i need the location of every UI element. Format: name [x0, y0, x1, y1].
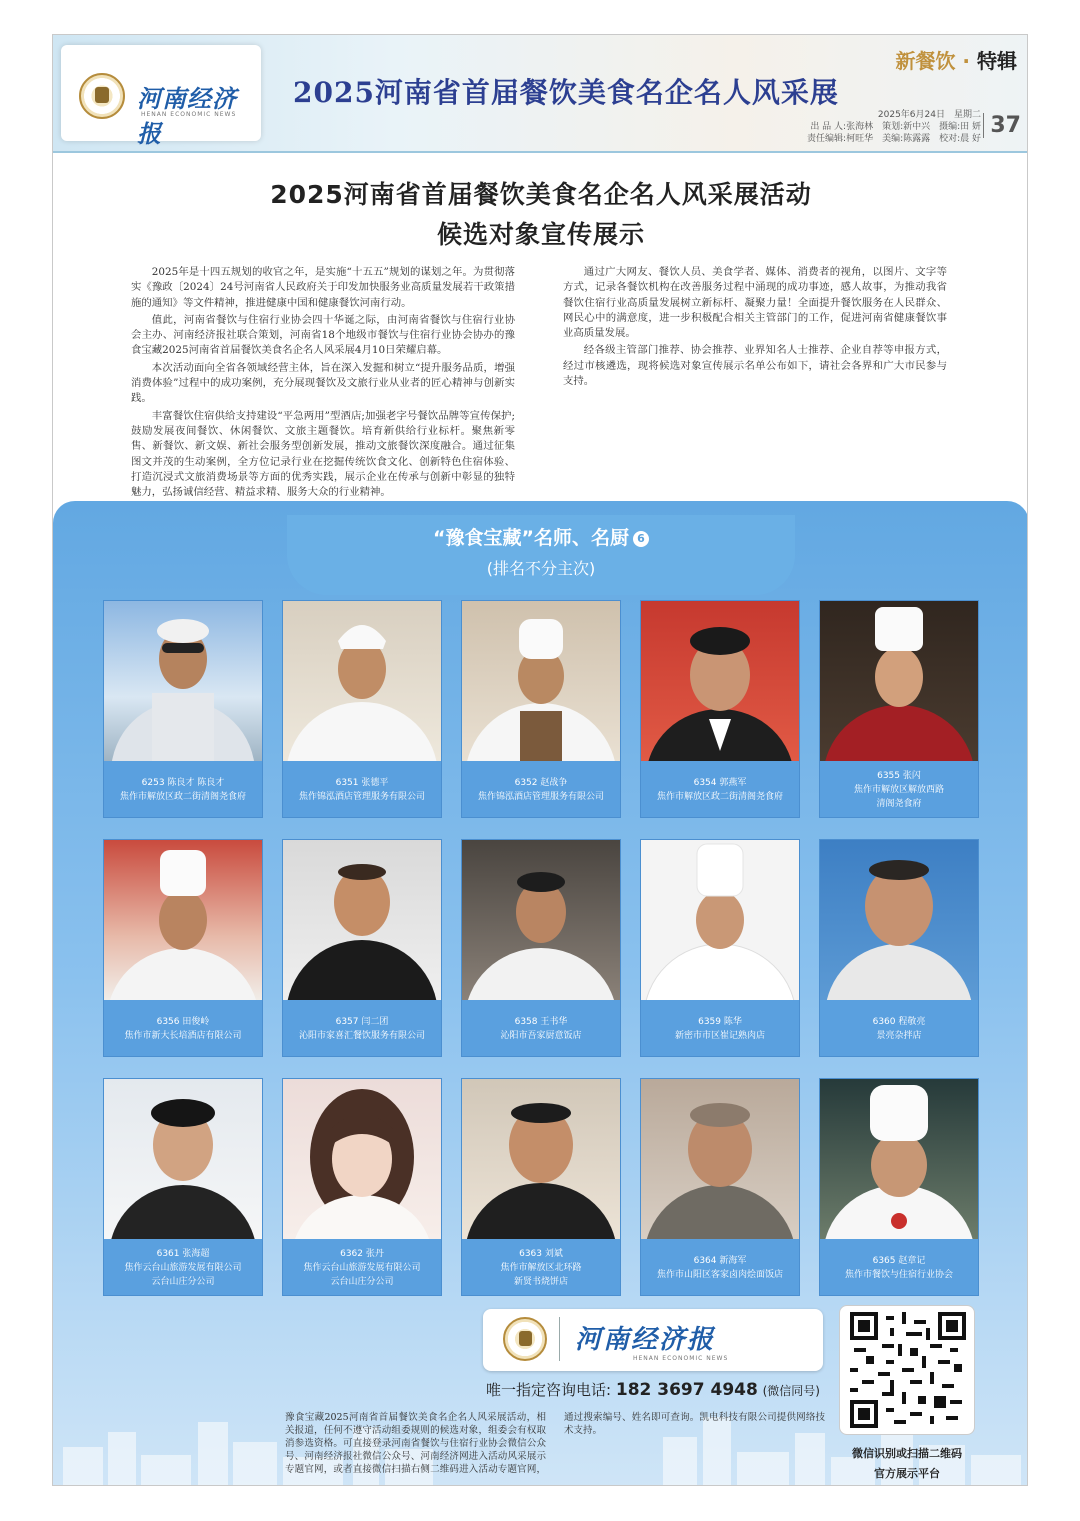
- candidate-photo: [283, 601, 441, 761]
- candidate-photo: [641, 1079, 799, 1239]
- panel-title-number: 6: [633, 531, 649, 547]
- candidate-org: 焦作市解放区解放西路: [853, 785, 944, 795]
- candidate-org-2: 云台山庄分公司: [330, 1277, 394, 1287]
- article-paragraph: 本次活动面向全省各领域经营主体，旨在深入发掘和树立“提升服务品质，增强消费体验”过程中的成功案例，充分展现餐饮及文旅行业从业者的匠心精神与创新实践。: [131, 361, 515, 405]
- candidate-name: 6354 郭燕军: [693, 778, 747, 788]
- footer-note: 豫食宝藏2025河南省首届餐饮美食名企名人风采展活动，相关报道，任何不遵守活动组委规则的候选对象，组委会有权取消参选资格。可直接登录河南省餐饮与住宿行业协会微信公众号、河南经济报社微信公众号、河南经济网进入活动风采展示专题官网，或者直接微信扫描右侧二维码进入活动专题官网，通过搜索编号、姓名即可查询。凯电科技有限公司提供网络技术支持。: [285, 1412, 825, 1475]
- candidate-grid: [103, 600, 979, 1296]
- candidate-card: [819, 600, 979, 818]
- hotline: [453, 1379, 853, 1400]
- candidate-name: 6355 张闪: [877, 771, 921, 781]
- article-body: [131, 265, 947, 505]
- candidate-photo: [462, 840, 620, 1000]
- candidate-card: [640, 839, 800, 1057]
- newspaper-logo: [61, 45, 261, 148]
- candidate-photo: [104, 1079, 262, 1239]
- candidate-photo: [641, 601, 799, 761]
- page-number: 37: [983, 113, 1021, 138]
- candidate-org: 焦作市解放区政二街清阁尧食府: [119, 792, 246, 802]
- candidate-card: [282, 839, 442, 1057]
- candidate-org: 焦作市解放区北环路: [500, 1263, 582, 1273]
- candidate-photo: [104, 601, 262, 761]
- seal-icon: [79, 73, 125, 119]
- candidate-name: 6362 张丹: [340, 1249, 384, 1259]
- candidate-org: 新密市市区崔记熟肉店: [674, 1031, 765, 1041]
- candidate-name: 6365 赵章记: [872, 1256, 926, 1266]
- candidate-org: 焦作云台山旅游发展有限公司: [124, 1263, 242, 1273]
- panel-title-tab: [287, 515, 795, 595]
- candidate-photo: [462, 1079, 620, 1239]
- candidate-name: 6363 刘斌: [519, 1249, 563, 1259]
- candidate-caption: [820, 1241, 978, 1295]
- panel-subtitle: (排名不分主次): [486, 559, 596, 578]
- candidate-caption: [104, 763, 262, 817]
- section-name: [895, 45, 1017, 74]
- candidate-caption: [283, 763, 441, 817]
- footer-logo: [483, 1309, 823, 1371]
- candidate-photo: [283, 840, 441, 1000]
- article-paragraph: 丰富餐饮住宿供给支持建设“平急两用”型酒店;加强老字号餐饮品牌等宣传保护;鼓励发展夜间餐饮、休闲餐饮、文旅主题餐饮。培育新供给行业标杆。聚焦新零售、新餐饮、新文娱、新社会服务型创新发展，推动文旅餐饮深度融合。通过征集图文并茂的生动案例，全方位记录行业在挖掘传统饮食文化、创新特色住宿体验、打造沉浸式文旅消费场景等方面的优秀实践，展示企业在传承与创新中彰显的独特魅力，弘扬诚信经营、精益求精、服务大众的行业精神。: [131, 409, 515, 499]
- candidate-name: 6358 王书华: [514, 1017, 568, 1027]
- candidate-caption: [462, 763, 620, 817]
- seal-icon: [503, 1317, 547, 1361]
- candidate-card: [282, 1078, 442, 1296]
- qr-code-icon: [850, 1312, 966, 1428]
- article-paragraph: 通过广大网友、餐饮人员、美食学者、媒体、消费者的视角，以图片、文字等方式，记录各餐饮机构在改善服务过程中涌现的成功事迹，感人故事，为推动我省餐饮住宿行业高质量发展树立新标杆、凝聚力量！全面提升餐饮服务在人民群众、网民心中的满意度，进一步积极配合相关主管部门的工作，促进河南省健康餐饮事业高质量发展。: [563, 266, 947, 340]
- candidate-org-2: 新贤书烧饼店: [513, 1277, 568, 1287]
- candidate-photo: [462, 601, 620, 761]
- candidate-card: [103, 839, 263, 1057]
- candidate-name: 6253 陈良才 陈良才: [141, 778, 225, 788]
- candidate-card: [461, 1078, 621, 1296]
- candidate-card: [282, 600, 442, 818]
- header-title: 2025河南省首届餐饮美食名企名人风采展: [293, 76, 839, 109]
- candidate-org: 焦作市餐饮与住宿行业协会: [844, 1270, 953, 1280]
- issue-info: [807, 109, 981, 145]
- candidate-card: [640, 600, 800, 818]
- candidate-card: [461, 600, 621, 818]
- candidate-card: [461, 839, 621, 1057]
- candidate-caption: [283, 1002, 441, 1056]
- panel-title: [287, 523, 795, 550]
- candidate-org: 景亮杂拌店: [876, 1031, 922, 1041]
- candidate-photo: [104, 840, 262, 1000]
- candidate-name: 6352 赵战争: [514, 778, 568, 788]
- issue-credits-1: 出 品 人:张海林 策划:新中兴 摄编:田 妍: [810, 122, 981, 132]
- candidate-card: [819, 1078, 979, 1296]
- candidate-caption: [104, 1241, 262, 1295]
- logo-subtitle: HENAN ECONOMIC NEWS: [141, 111, 237, 118]
- headline-line-2: 候选对象宣传展示: [436, 220, 645, 249]
- candidate-org: 沁阳市家喜汇餐饮服务有限公司: [298, 1031, 425, 1041]
- footer-logo-text: 河南经济报: [575, 1325, 716, 1355]
- candidate-caption: [641, 763, 799, 817]
- candidate-card: [103, 600, 263, 818]
- candidate-name: 6361 张海超: [156, 1249, 210, 1259]
- candidate-card: [819, 839, 979, 1057]
- candidate-card: [640, 1078, 800, 1296]
- logo-text: 河南经济报: [137, 84, 237, 148]
- candidate-org: 焦作市山阳区客家卤肉烩面饭店: [656, 1270, 783, 1280]
- candidate-org-2: 清阁尧食府: [876, 799, 922, 809]
- hotline-label: 唯一指定咨询电话:: [486, 1381, 612, 1399]
- footer-logo-subtitle: HENAN ECONOMIC NEWS: [633, 1355, 729, 1362]
- candidate-caption: [641, 1241, 799, 1295]
- candidate-photo: [641, 840, 799, 1000]
- qr-caption-1: 微信识别或扫描二维码: [852, 1447, 962, 1460]
- candidate-photo: [283, 1079, 441, 1239]
- candidate-org: 焦作云台山旅游发展有限公司: [303, 1263, 421, 1273]
- section-name-b: 特辑: [977, 49, 1017, 73]
- hotline-number: 182 3697 4948: [615, 1380, 758, 1400]
- section-dot: ·: [962, 49, 971, 73]
- candidate-card: [103, 1078, 263, 1296]
- hotline-note: (微信同号): [762, 1384, 820, 1398]
- section-name-a: 新餐饮: [895, 49, 956, 73]
- candidate-org: 沁阳市吾家厨意饭店: [500, 1031, 582, 1041]
- candidate-caption: [104, 1002, 262, 1056]
- divider: [559, 1317, 560, 1361]
- candidate-name: 6357 闫二团: [335, 1017, 389, 1027]
- candidate-caption: [820, 763, 978, 817]
- candidate-name: 6364 新海军: [693, 1256, 747, 1266]
- candidate-org: 焦作锦泓酒店管理服务有限公司: [298, 792, 425, 802]
- candidate-name: 6360 程敬亮: [872, 1017, 926, 1027]
- qr-code: [839, 1305, 975, 1435]
- candidate-name: 6351 张德平: [335, 778, 389, 788]
- candidate-name: 6356 田俊岭: [156, 1017, 210, 1027]
- candidate-org: 焦作市解放区政二街清阁尧食府: [656, 792, 783, 802]
- candidate-caption: [283, 1241, 441, 1295]
- article-paragraph: 2025年是十四五规划的收官之年，是实施“十五五”规划的谋划之年。为贯彻落实《豫政〔2024〕24号河南省人民政府关于印发加快服务业高质量发展若干政策措施的通知》等文件精神，推进健康中国和健康餐饮河南行动。: [131, 266, 515, 309]
- issue-credits-2: 责任编辑:柯旺华 美编:陈露露 校对:晨 好: [807, 134, 981, 144]
- article-paragraph: 经各级主管部门推荐、协会推荐、业界知名人士推荐、企业自荐等申报方式，经过市核遴选，现将候选对象宣传展示名单公布如下，请社会各界和广大市民参与支持。: [563, 344, 947, 388]
- candidate-photo: [820, 840, 978, 1000]
- headline-line-1: 2025河南省首届餐饮美食名企名人风采展活动: [270, 180, 812, 209]
- candidate-org-2: 云台山庄分公司: [151, 1277, 215, 1287]
- candidate-caption: [462, 1002, 620, 1056]
- candidate-name: 6359 陈华: [698, 1017, 742, 1027]
- candidate-caption: [820, 1002, 978, 1056]
- candidate-caption: [462, 1241, 620, 1295]
- candidate-photo: [820, 1079, 978, 1239]
- page-header: [53, 35, 1028, 153]
- article-paragraph: 值此，河南省餐饮与住宿行业协会四十华诞之际，由河南省餐饮与住宿行业协会主办、河南经济报社联合策划，河南省18个地级市餐饮与住宿行业协会协办的豫食宝藏2025河南省首届餐饮美食名企名人风采展4月10日荣耀启幕。: [131, 313, 515, 357]
- candidate-caption: [641, 1002, 799, 1056]
- panel-title-text: “豫食宝藏”名师、名厨: [433, 527, 629, 549]
- qr-caption-2: 官方展示平台: [874, 1467, 940, 1480]
- candidate-org: 焦作锦泓酒店管理服务有限公司: [477, 792, 604, 802]
- issue-date: 2025年6月24日 星期二: [877, 110, 981, 120]
- newspaper-page: [52, 34, 1028, 1486]
- candidate-photo: [820, 601, 978, 761]
- candidate-org: 焦作市新大长培酒店有限公司: [124, 1031, 242, 1041]
